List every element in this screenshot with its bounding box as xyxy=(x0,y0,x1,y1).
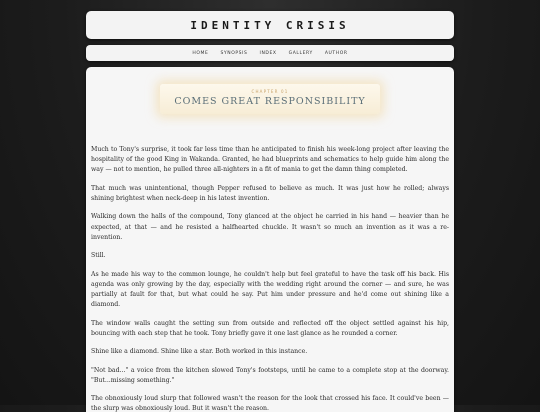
chapter-content xyxy=(86,67,454,412)
story-paragraph: "Not bad..." a voice from the kitchen slowed Tony's footsteps, until he came to a complete stop at the doorway. "But...missing something." xyxy=(91,366,449,384)
story-paragraph: Shine like a diamond. Shine like a star. Both worked in this instance. xyxy=(91,348,308,356)
chapter-title: COMES GREAT RESPONSIBILITY xyxy=(174,96,366,107)
chapter-banner xyxy=(160,84,380,114)
story-paragraph: The window walls caught the setting sun from outside and reflected off the object settled against his hip, bouncing with each step that he took. Tony briefly gave it one last glance as he rounded a corner. xyxy=(91,319,449,337)
main-nav xyxy=(86,45,454,61)
story-paragraph: That much was unintentional, though Pepper refused to believe as much. It was just how he rolled; always shining brightest when neck-deep in his latest invention. xyxy=(91,184,449,202)
nav-item-index[interactable]: INDEX xyxy=(259,50,277,56)
story-paragraph: Walking down the halls of the compound, Tony glanced at the object he carried in his hand — heavier than he expected, at that — and he resisted a halfhearted chuckle. It wasn't so much an invention as it was a re-invention. xyxy=(91,213,449,241)
nav-item-gallery[interactable]: GALLERY xyxy=(288,50,313,56)
nav-item-home[interactable]: HOME xyxy=(192,50,209,56)
story-paragraph: Much to Tony's surprise, it took far less time than he anticipated to finish his week-long project after leaving the hospitality of the good King in Wakanda. Granted, he had blueprints and schematics to help guide him along the way — not to mention, he pulled three all-nighters in a fit of mania to get the damn thing completed. xyxy=(91,146,449,174)
nav-item-synopsis[interactable]: SYNOPSIS xyxy=(220,50,248,56)
nav-item-author[interactable]: AUTHOR xyxy=(324,50,348,56)
site-header xyxy=(86,11,454,39)
story-paragraph: Still. xyxy=(91,252,106,260)
story-paragraph: As he made his way to the common lounge, he couldn't help but feel grateful to have the task off his back. His agenda was only growing by the day, especially with the wedding right around the corner — and sure, he was partially at fault for that, but what could he say. Put him under pressure and he'd come out shining like a diamond. xyxy=(91,270,449,309)
site-title[interactable]: IDENTITY CRISIS xyxy=(190,18,350,32)
story-text xyxy=(91,145,449,412)
chapter-label: CHAPTER 01 xyxy=(251,89,289,94)
story-paragraph: The obnoxiously loud slurp that followed wasn't the reason for the look that crossed his face. It could've been — the slurp was obnoxiously loud. But it wasn't the reason. xyxy=(91,395,449,412)
